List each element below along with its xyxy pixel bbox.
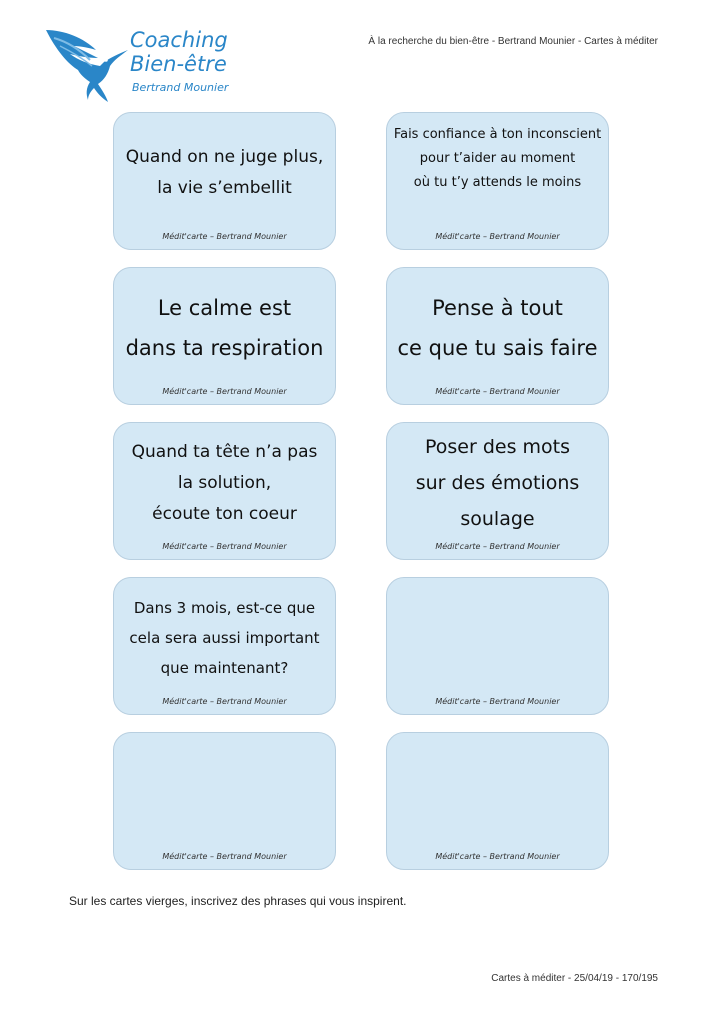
- meditation-card: [113, 422, 336, 560]
- card-line: Dans 3 mois, est-ce que: [133, 599, 316, 617]
- card-line: Poser des mots: [424, 436, 570, 458]
- card-line: écoute ton coeur: [152, 503, 297, 524]
- card-text: [391, 123, 604, 223]
- card-line: Quand ta tête n’a pas: [131, 441, 318, 462]
- card-line: cela sera aussi important: [129, 629, 320, 647]
- card-footer: Médit'carte – Bertrand Mounier: [435, 387, 560, 396]
- meditation-card: [386, 267, 609, 405]
- meditation-card: [386, 112, 609, 250]
- card-text: [391, 278, 604, 378]
- card-line: la vie s’embellit: [157, 178, 292, 198]
- logo-title-line2: Bien-être: [130, 52, 227, 76]
- card-text: [118, 123, 331, 223]
- card-line: pour t’aider au moment: [419, 151, 576, 166]
- card-footer: Médit'carte – Bertrand Mounier: [435, 542, 560, 551]
- meditation-card: [386, 422, 609, 560]
- card-footer: Médit'carte – Bertrand Mounier: [162, 852, 287, 861]
- card-text: [118, 433, 331, 533]
- logo-title-line1: Coaching: [130, 28, 228, 52]
- meditation-card: [113, 112, 336, 250]
- card-footer: Médit'carte – Bertrand Mounier: [435, 852, 560, 861]
- blank-card: [386, 577, 609, 715]
- card-footer: Médit'carte – Bertrand Mounier: [435, 232, 560, 241]
- card-line: Fais confiance à ton inconscient: [393, 127, 602, 142]
- card-line: où tu t’y attends le moins: [413, 175, 582, 190]
- blank-card: [386, 732, 609, 870]
- card-line: ce que tu sais faire: [397, 336, 598, 360]
- card-grid: [113, 112, 609, 870]
- running-title: À la recherche du bien-être - Bertrand Mounier - Cartes à méditer: [368, 36, 658, 47]
- card-text: [118, 278, 331, 378]
- card-footer: Médit'carte – Bertrand Mounier: [162, 542, 287, 551]
- card-line: que maintenant?: [160, 659, 289, 677]
- card-line: la solution,: [177, 472, 272, 493]
- card-line: soulage: [460, 508, 535, 530]
- logo-author: Bertrand Mounier: [132, 81, 229, 94]
- card-line: dans ta respiration: [125, 336, 324, 360]
- blank-card: [113, 732, 336, 870]
- meditation-card: [113, 267, 336, 405]
- card-text: [118, 588, 331, 688]
- hummingbird-icon: [44, 24, 130, 104]
- card-text: [391, 433, 604, 533]
- instruction-text: Sur les cartes vierges, inscrivez des phrases qui vous inspirent.: [69, 894, 407, 908]
- card-line: Quand on ne juge plus,: [125, 147, 324, 167]
- meditation-card: [113, 577, 336, 715]
- card-line: Pense à tout: [432, 296, 563, 320]
- card-footer: Médit'carte – Bertrand Mounier: [162, 387, 287, 396]
- logo: [44, 24, 244, 104]
- page-footer: Cartes à méditer - 25/04/19 - 170/195: [491, 973, 658, 984]
- card-footer: Médit'carte – Bertrand Mounier: [162, 232, 287, 241]
- card-footer: Médit'carte – Bertrand Mounier: [435, 697, 560, 706]
- card-line: sur des émotions: [415, 472, 580, 494]
- card-footer: Médit'carte – Bertrand Mounier: [162, 697, 287, 706]
- card-line: Le calme est: [157, 296, 292, 320]
